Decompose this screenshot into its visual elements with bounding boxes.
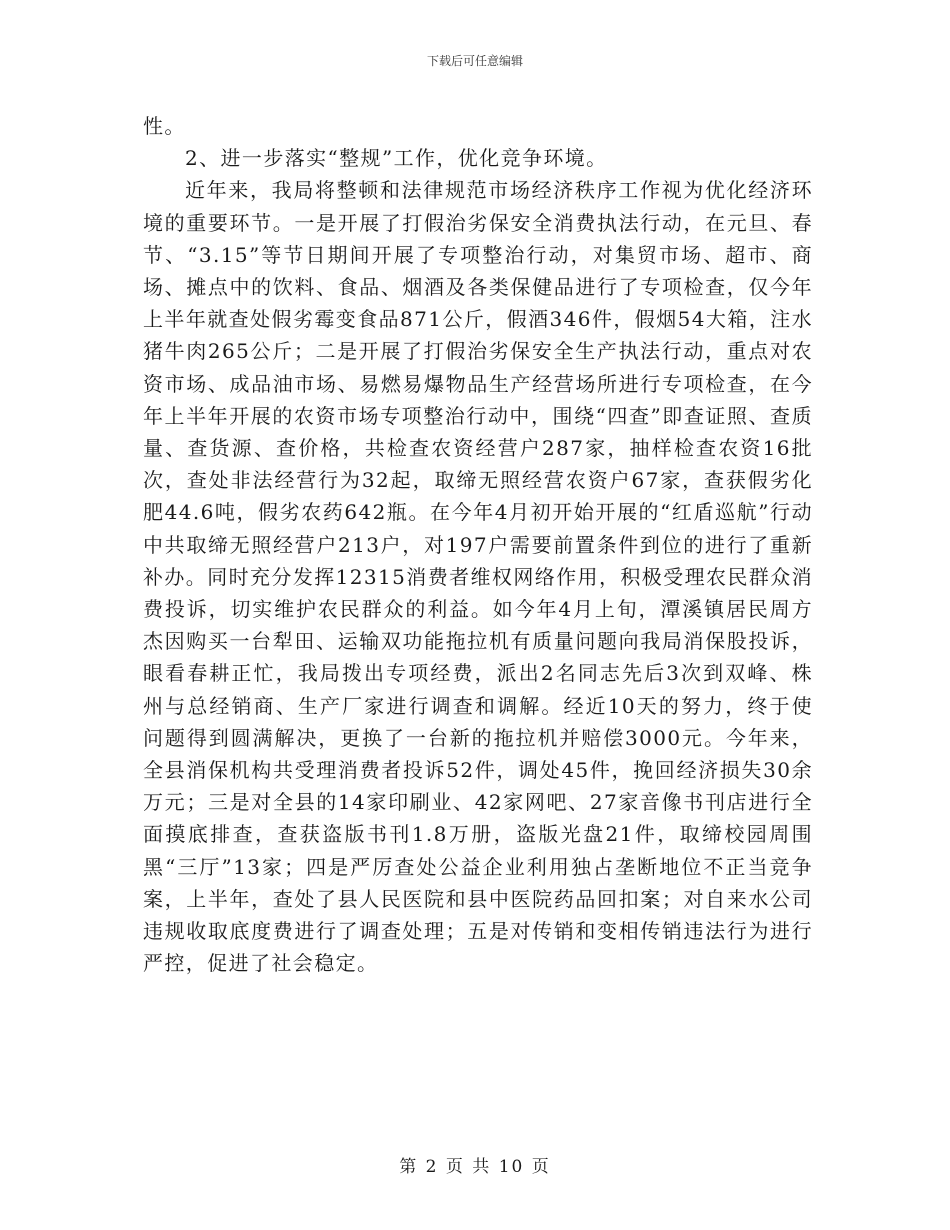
page-header: 下载后可任意编辑 xyxy=(426,54,523,68)
page-number: 第 2 页 共 10 页 xyxy=(399,1157,551,1177)
document-body xyxy=(143,110,813,979)
paragraph-continuation: 性。 xyxy=(143,114,186,138)
section-heading: 2、进一步落实“整规”工作，优化竞争环境。 xyxy=(185,146,608,171)
paragraph: 近年来，我局将整顿和法律规范市场经济秩序工作视为优化经济环境的重要环节。一是开展了打假治劣保安全消费执法行动，在元旦、春节、“3.15”等节日期间开展了专项整治行动，对集贸市场、超市、商场、摊点中的饮料、食品、烟酒及各类保健品进行了专项检查，仅今年上半年就查处假劣霉变食品871公斤，假酒346件，假烟54大箱，注水猪牛肉265公斤；二是开展了打假治劣保安全生产执法行动，重点对农资市场、成品油市场、易燃易爆物品生产经营场所进行专项检查，在今年上半年开展的农资市场专项整治行动中，围绕“四查”即查证照、查质量、查货源、查价格，共检查农资经营户287家，抽样检查农资16批次，查处非法经营行为32起，取缔无照经营农资户67家，查获假劣化肥44.6吨，假劣农药642瓶。在今年4月初开始开展的“红盾巡航”行动中共取缔无照经营户213户，对197户需要前置条件到位的进行了重新补办。同时充分发挥12315消费者维权网络作用，积极受理农民群众消费投诉，切实维护农民群众的利益。如今年4月上旬，潭溪镇居民周方杰因购买一台犁田、运输双功能拖拉机有质量问题向我局消保股投诉，眼看春耕正忙，我局拨出专项经费，派出2名同志先后3次到双峰、株州与总经销商、生产厂家进行调查和调解。经近10天的努力，终于使问题得到圆满解决，更换了一台新的拖拉机并赔偿3000元。今年来，全县消保机构共受理消费者投诉52件，调处45件，挽回经济损失30余万元；三是对全县的14家印刷业、42家网吧、27家音像书刊店进行全面摸底排查，查获盗版书刊1.8万册，盗版光盘21件，取缔校园周围黑“三厅”13家；四是严厉查处公益企业利用独占垄断地位不正当竞争案，上半年，查处了县人民医院和县中医院药品回扣案；对自来水公司违规收取底度费进行了调查处理；五是对传销和变相传销违法行为进行严控，促进了社会稳定。 xyxy=(143,178,813,976)
